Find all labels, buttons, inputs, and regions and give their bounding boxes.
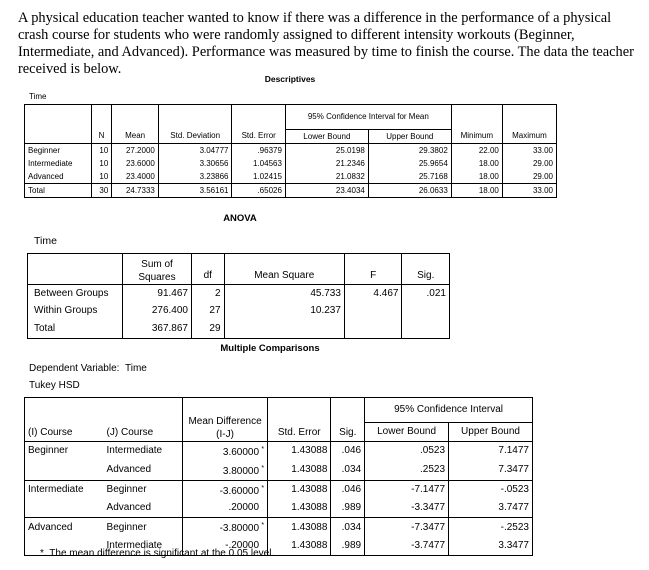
descriptives-cell: 25.0198 [285,144,368,158]
mean-diff-value: .20000 [228,502,260,514]
mc-cell-mean-diff [183,518,268,538]
descriptives-cell: 33.00 [502,144,556,158]
descriptives-cell: 26.0633 [368,184,451,198]
mc-cell-mean-diff [183,461,268,481]
descriptives-cell: Intermediate [28,158,73,168]
mc-cell-j-course: Advanced [106,502,152,514]
descriptives-cell: 25.9654 [368,157,451,170]
mean-diff-value: -.20000 [225,539,260,551]
intro-paragraph: A physical education teacher wanted to know if there was a difference in the performance of a physical crash course for students who were randomly assigned to different intensity workouts (Beginner, Intermediate, and Advanced). Performance was measured by time to finish the course. The data the teacher received is below. [18,10,634,77]
mc-header-std-error: Std. Error [268,398,331,442]
anova-header-0 [28,254,123,285]
anova-cell: 10.237 [224,303,344,321]
mc-cell: 1.43088 [268,500,331,518]
mean-diff-value: 3.60000 [222,446,260,458]
descriptives-cell: 23.6000 [112,157,159,170]
anova-dependent-variable: Time [34,235,57,247]
anova-cell: 2 [192,285,225,303]
descriptives-cell: .65026 [232,184,285,198]
mc-cell-i-course: Beginner [28,445,69,456]
descriptives-cell: 1.04563 [232,157,285,170]
mean-diff-value: -3.60000 [219,485,260,497]
anova-title: ANOVA [223,213,257,224]
mc-cell: .0523 [365,441,449,461]
anova-cell: 91.467 [123,285,192,303]
mc-cell: -3.3477 [365,500,449,518]
mc-cell: 1.43088 [268,537,331,555]
mc-cell: .046 [331,441,365,461]
mean-diff-value: 3.80000 [222,465,260,477]
descriptives-header-row-2 [25,130,557,144]
mc-cell: .034 [331,461,365,481]
anova-cell: 276.400 [123,303,192,321]
descriptives-cell: 1.02415 [232,170,285,184]
anova-cell: 367.867 [123,320,192,338]
descriptives-row [25,184,557,198]
anova-header-4: F [344,254,402,285]
mc-cell-mean-diff [183,441,268,461]
anova-cell: 29 [192,320,225,338]
dv-value: Time [125,363,147,374]
mc-header-j: (J) Course [104,398,183,442]
descriptives-header-5: Lower Bound [285,130,368,144]
descriptives-cell: Beginner [28,145,61,155]
descriptives-cell: Total [25,184,92,198]
mc-cell: 1.43088 [268,480,331,500]
descriptives-cell: Advanced [28,171,64,181]
descriptives-cell: 27.2000 [112,144,159,158]
mc-cell-j-course: Beginner [104,480,183,500]
significance-marker: * [261,464,265,472]
multiple-comparisons-dependent-variable [29,363,147,374]
descriptives-cell: 3.30656 [158,157,232,170]
mc-cell: -.2523 [449,518,533,538]
descriptives-cell: 10 [91,157,112,170]
mc-row [25,480,533,500]
anova-cell: 4.467 [344,285,402,303]
anova-row [28,303,450,321]
mc-cell: 1.43088 [268,441,331,461]
descriptives-cell: 3.04777 [158,144,232,158]
mc-cell-j-course: Intermediate [106,445,163,456]
descriptives-cell: 29.00 [502,170,556,184]
anova-cell: Within Groups [34,305,98,317]
multiple-comparisons-method: Tukey HSD [29,380,80,391]
mc-cell-i-course [25,500,104,518]
anova-cell [224,320,344,338]
descriptives-header-1: N [91,130,112,144]
mc-cell: -.0523 [449,480,533,500]
significance-marker: * [261,484,265,492]
mc-cell: -7.1477 [365,480,449,500]
descriptives-header-3: Std. Deviation [158,130,232,144]
mc-cell: -7.3477 [365,518,449,538]
descriptives-cell: 18.00 [451,184,502,198]
mc-cell: .2523 [365,461,449,481]
descriptives-row [25,144,557,158]
descriptives-cell: 30 [91,184,112,198]
mc-cell: -3.7477 [365,537,449,555]
descriptives-cell: 23.4000 [112,170,159,184]
descriptives-cell: 18.00 [451,157,502,170]
descriptives-dependent-variable: Time [29,92,47,101]
significance-marker: * [261,445,265,453]
anova-cell [344,303,402,321]
descriptives-row [25,157,557,170]
anova-cell: Between Groups [34,287,109,299]
descriptives-header-row-1 [25,105,557,130]
mc-header-lower: Lower Bound [365,423,449,442]
anova-row [28,285,450,303]
descriptives-cell: 23.4034 [285,184,368,198]
descriptives-cell: 33.00 [502,184,556,198]
descriptives-ci-header: 95% Confidence Interval for Mean [285,105,451,130]
mc-cell-i-course: Intermediate [25,480,104,500]
multiple-comparisons-title: Multiple Comparisons [220,343,320,354]
mc-cell: .046 [331,480,365,500]
descriptives-header-7: Minimum [451,130,502,144]
anova-cell: 27 [192,303,225,321]
mc-row [25,441,533,461]
mc-cell-j-course: Beginner [104,518,183,538]
mc-header-sig: Sig. [331,398,365,442]
anova-cell: 45.733 [224,285,344,303]
significance-footnote: *. The mean difference is significant at the 0.05 level. [40,548,275,559]
mc-cell: 3.3477 [449,537,533,555]
multiple-comparisons-table [24,397,533,556]
mc-row [25,500,533,518]
anova-cell [402,320,450,338]
significance-marker: * [261,522,265,529]
descriptives-cell: 29.3802 [368,144,451,158]
anova-header-5: Sig. [402,254,450,285]
dv-label: Dependent Variable: [29,363,120,374]
descriptives-header-0 [25,130,92,144]
descriptives-cell: 3.56161 [158,184,232,198]
anova-cell [402,303,450,321]
descriptives-header-4: Std. Error [232,130,285,144]
descriptives-cell: 10 [91,170,112,184]
descriptives-cell: 21.2346 [285,157,368,170]
mc-row [25,461,533,481]
descriptives-header-2: Mean [112,130,159,144]
descriptives-cell: 24.7333 [112,184,159,198]
anova-header-1: Sum of Squares [123,254,192,285]
mc-header-upper: Upper Bound [449,423,533,442]
mc-cell: 3.7477 [449,500,533,518]
anova-cell [344,320,402,338]
mc-cell-j-course: Advanced [106,464,152,475]
mc-cell: .989 [331,500,365,518]
anova-header-2: df [192,254,225,285]
descriptives-table [24,104,557,198]
mc-cell-mean-diff [183,480,268,500]
mc-cell: .989 [331,537,365,555]
mc-cell-mean-diff [183,500,268,518]
descriptives-header-6: Upper Bound [368,130,451,144]
mean-diff-value: -3.80000 [219,523,260,534]
mc-cell: .034 [331,518,365,538]
descriptives-cell: 3.23866 [158,170,232,184]
anova-row [28,320,450,338]
descriptives-title: Descriptives [264,74,316,84]
descriptives-cell: 18.00 [451,170,502,184]
descriptives-cell: 21.0832 [285,170,368,184]
anova-cell: Total [34,322,56,334]
descriptives-header-8: Maximum [502,130,556,144]
mc-header-row-1 [25,398,533,423]
descriptives-row [25,170,557,184]
mc-header-mean-diff: Mean Difference (I-J) [183,398,268,442]
mc-cell: 1.43088 [268,461,331,481]
mc-cell: 1.43088 [268,518,331,538]
descriptives-cell: 29.00 [502,157,556,170]
anova-header-3: Mean Square [224,254,344,285]
descriptives-cell: .96379 [232,144,285,158]
mc-cell-i-course [25,461,104,481]
mc-header-i: (I) Course [25,398,104,442]
mc-ci-header: 95% Confidence Interval [365,398,533,423]
mc-cell-i-course: Advanced [25,518,104,538]
descriptives-cell: 10 [91,144,112,158]
descriptives-cell: 25.7168 [368,170,451,184]
mc-cell-j-course: Intermediate [106,539,163,551]
mc-cell: 7.3477 [449,461,533,481]
anova-table [27,253,450,339]
anova-cell: .021 [402,285,450,303]
mc-row [25,518,533,538]
anova-header-row [28,254,450,285]
descriptives-cell: 22.00 [451,144,502,158]
mc-cell: 7.1477 [449,441,533,461]
